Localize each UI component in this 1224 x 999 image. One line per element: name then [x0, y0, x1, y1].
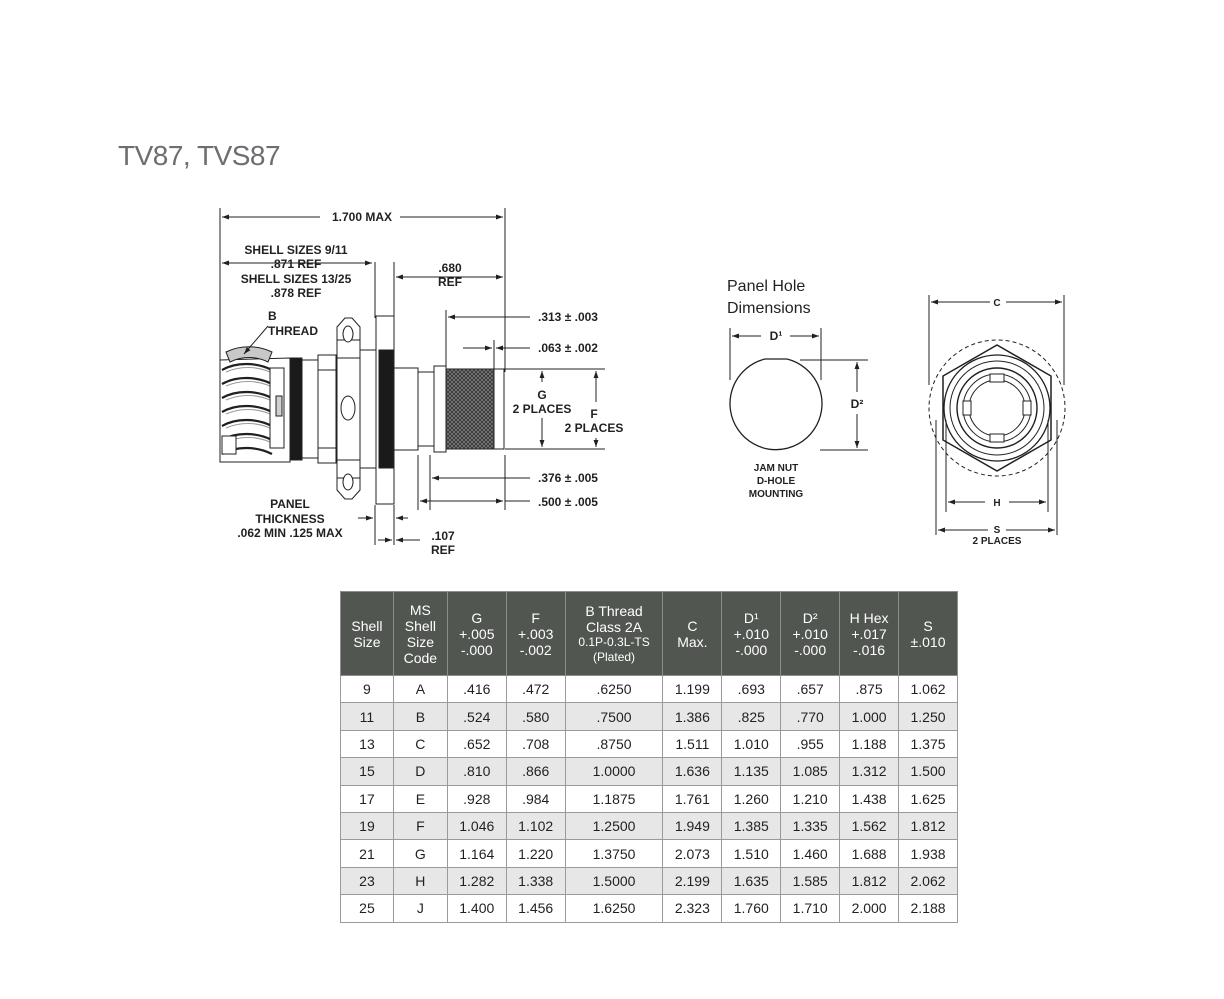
table-cell: 1.220	[506, 840, 565, 867]
table-cell: .770	[781, 703, 840, 730]
header-line: -.002	[519, 641, 552, 658]
table-cell: 1.635	[722, 867, 781, 894]
panel-thickness-range-label: .062 MIN .125 MAX	[237, 526, 343, 540]
table-cell: 1.456	[506, 895, 565, 922]
header-line: +.010	[733, 625, 769, 642]
c-label: C	[993, 298, 1001, 309]
table-cell: 1.949	[663, 812, 722, 839]
header-line: -.016	[853, 641, 886, 658]
table-cell: 2.062	[899, 867, 958, 894]
table-cell: 1.585	[781, 867, 840, 894]
header-d1	[722, 592, 781, 676]
table-cell: 1.511	[663, 730, 722, 757]
header-line: +.017	[851, 625, 887, 642]
table-cell: .708	[506, 730, 565, 757]
table-cell: 11	[341, 703, 394, 730]
table-cell: 1.375	[899, 730, 958, 757]
table-cell: .652	[447, 730, 506, 757]
mounting-label: JAM NUT	[753, 463, 799, 474]
h-label: H	[993, 498, 1001, 509]
table-cell: 2.000	[840, 895, 899, 922]
table-row	[341, 758, 958, 785]
header-c	[663, 592, 722, 676]
table-cell: .693	[722, 676, 781, 703]
header-h-hex	[840, 592, 899, 676]
table-cell: 1.460	[781, 840, 840, 867]
table-cell: .875	[840, 676, 899, 703]
table-cell: 15	[341, 758, 394, 785]
table-cell: 1.164	[447, 840, 506, 867]
table-row	[341, 867, 958, 894]
header-g	[447, 592, 506, 676]
header-line: -.000	[735, 641, 768, 658]
ref-680-label: .680	[438, 261, 462, 275]
dim-500-label: .500 ± .005	[538, 495, 598, 509]
table-cell: 1.188	[840, 730, 899, 757]
table-row	[341, 703, 958, 730]
table-cell: 1.438	[840, 785, 899, 812]
table-cell: 1.085	[781, 758, 840, 785]
header-f	[506, 592, 565, 676]
table-cell: 25	[341, 895, 394, 922]
table-cell: 1.338	[506, 867, 565, 894]
header-ms-shell-size-code	[393, 592, 447, 676]
table-cell: 1.0000	[565, 758, 663, 785]
ref-107-label: .107	[431, 529, 455, 543]
dimension-table	[340, 591, 958, 923]
table-cell: 2.323	[663, 895, 722, 922]
f-label: F	[590, 407, 598, 421]
panel-label: PANEL	[270, 497, 310, 511]
s-places-label: 2 PLACES	[972, 536, 1022, 547]
header-line: G	[471, 609, 483, 626]
table-cell: 1.760	[722, 895, 781, 922]
table-body	[341, 676, 958, 923]
table-cell: 19	[341, 812, 394, 839]
table-cell: 2.073	[663, 840, 722, 867]
table-cell: 1.135	[722, 758, 781, 785]
ref-107-label-2: REF	[431, 543, 455, 557]
header-line: +.003	[517, 625, 554, 642]
shell-sizes-a-label: SHELL SIZES 9/11	[244, 243, 348, 257]
table-cell: 1.636	[663, 758, 722, 785]
dim-313-label: .313 ± .003	[538, 310, 598, 324]
page-title: TV87, TVS87	[118, 140, 281, 171]
table-cell: 17	[341, 785, 394, 812]
b-thread-label: B	[268, 309, 277, 323]
table-row	[341, 840, 958, 867]
table-cell: 13	[341, 730, 394, 757]
table-cell: 1.812	[840, 867, 899, 894]
header-line: Class 2A	[586, 618, 643, 635]
table-cell: 1.562	[840, 812, 899, 839]
table-cell: 1.1875	[565, 785, 663, 812]
table-cell: 1.386	[663, 703, 722, 730]
table-cell: E	[393, 785, 447, 812]
table-cell: 1.710	[781, 895, 840, 922]
g-label: G	[537, 388, 547, 402]
table-cell: .416	[447, 676, 506, 703]
d1-label: D¹	[769, 329, 783, 343]
panel-hole-heading: Panel Hole	[727, 278, 806, 295]
table-cell: D	[393, 758, 447, 785]
table-cell: 21	[341, 840, 394, 867]
panel-hole-drawing	[730, 328, 868, 450]
table-cell: 1.6250	[565, 895, 663, 922]
table-cell: .825	[722, 703, 781, 730]
header-line: B Thread	[585, 602, 643, 619]
table-cell: 1.510	[722, 840, 781, 867]
table-cell: B	[393, 703, 447, 730]
table-cell: .984	[506, 785, 565, 812]
header-line: F	[531, 609, 540, 626]
table-cell: G	[393, 840, 447, 867]
shell-sizes-b-label: SHELL SIZES 13/25	[240, 272, 352, 286]
header-line: C	[687, 617, 698, 634]
table-cell: 1.199	[663, 676, 722, 703]
header-line: 0.1P-0.3L-TS	[578, 634, 650, 649]
table-cell: 1.250	[899, 703, 958, 730]
table-cell: 1.3750	[565, 840, 663, 867]
s-label: S	[993, 525, 1001, 536]
ref-a-label: .871 REF	[270, 257, 322, 271]
header-line: -.000	[460, 641, 493, 658]
table-row	[341, 895, 958, 922]
table-cell: 1.102	[506, 812, 565, 839]
table-cell: 1.062	[899, 676, 958, 703]
header-line: Max.	[677, 633, 708, 650]
table-cell: .866	[506, 758, 565, 785]
table-cell: 1.312	[840, 758, 899, 785]
header-line: Size	[353, 633, 381, 650]
table-header-row	[341, 592, 958, 676]
table-cell: 1.282	[447, 867, 506, 894]
header-line: H Hex	[849, 609, 889, 626]
dim-376-label: .376 ± .005	[538, 471, 598, 485]
mounting-label-2: D-HOLE	[756, 476, 796, 487]
table-cell: .472	[506, 676, 565, 703]
table-cell: 2.199	[663, 867, 722, 894]
table-cell: 1.5000	[565, 867, 663, 894]
g-places-label: 2 PLACES	[512, 402, 572, 416]
table-cell: 1.010	[722, 730, 781, 757]
table-cell: 1.210	[781, 785, 840, 812]
panel-hole-heading-2: Dimensions	[727, 300, 811, 317]
header-line: Shell	[404, 617, 436, 634]
f-places-label: 2 PLACES	[564, 421, 624, 435]
table-cell: 1.688	[840, 840, 899, 867]
table-cell: C	[393, 730, 447, 757]
table-row	[341, 812, 958, 839]
table-row	[341, 785, 958, 812]
table-row	[341, 730, 958, 757]
table-cell: J	[393, 895, 447, 922]
table-cell: .928	[447, 785, 506, 812]
table-cell: .810	[447, 758, 506, 785]
b-thread-label-2: THREAD	[268, 324, 318, 338]
header-s	[899, 592, 958, 676]
table-cell: 1.335	[781, 812, 840, 839]
header-line: +.005	[459, 625, 495, 642]
header-line: Code	[403, 649, 438, 666]
header-b-thread	[565, 592, 663, 676]
header-line: Size	[406, 633, 434, 650]
table-cell: 1.046	[447, 812, 506, 839]
overall-length-label: 1.700 MAX	[331, 210, 393, 224]
table-cell: 1.761	[663, 785, 722, 812]
ref-680-label-2: REF	[438, 275, 462, 289]
header-shell-size	[341, 592, 394, 676]
table-cell: 2.188	[899, 895, 958, 922]
table-cell: 1.400	[447, 895, 506, 922]
table-cell: F	[393, 812, 447, 839]
table-cell: .524	[447, 703, 506, 730]
table-cell: 9	[341, 676, 394, 703]
table-cell: H	[393, 867, 447, 894]
table-cell: 1.500	[899, 758, 958, 785]
table-cell: .6250	[565, 676, 663, 703]
header-line: +.010	[792, 625, 828, 642]
header-line: D²	[802, 609, 818, 626]
table-cell: 23	[341, 867, 394, 894]
table-row	[341, 676, 958, 703]
header-d2	[781, 592, 840, 676]
header-line: Shell	[351, 617, 383, 634]
panel-thickness-label: THICKNESS	[255, 512, 325, 526]
table-cell: 1.000	[840, 703, 899, 730]
table-cell: 1.938	[899, 840, 958, 867]
header-line: -.000	[794, 641, 827, 658]
table-cell: .8750	[565, 730, 663, 757]
table-cell: 1.812	[899, 812, 958, 839]
table-cell: 1.385	[722, 812, 781, 839]
d2-label: D²	[850, 397, 864, 411]
table-cell: .657	[781, 676, 840, 703]
mounting-label-3: MOUNTING	[748, 489, 804, 500]
header-line: D¹	[743, 609, 759, 626]
table-cell: 1.260	[722, 785, 781, 812]
table-cell: 1.2500	[565, 812, 663, 839]
header-line: S	[923, 617, 933, 634]
dim-063-label: .063 ± .002	[538, 341, 598, 355]
table-cell: .7500	[565, 703, 663, 730]
header-line: MS	[409, 601, 431, 618]
table-cell: .955	[781, 730, 840, 757]
table-cell: 1.625	[899, 785, 958, 812]
header-line: (Plated)	[593, 649, 636, 664]
ref-b-label: .878 REF	[270, 286, 322, 300]
table-cell: A	[393, 676, 447, 703]
table-cell: .580	[506, 703, 565, 730]
header-line: ±.010	[910, 633, 946, 650]
